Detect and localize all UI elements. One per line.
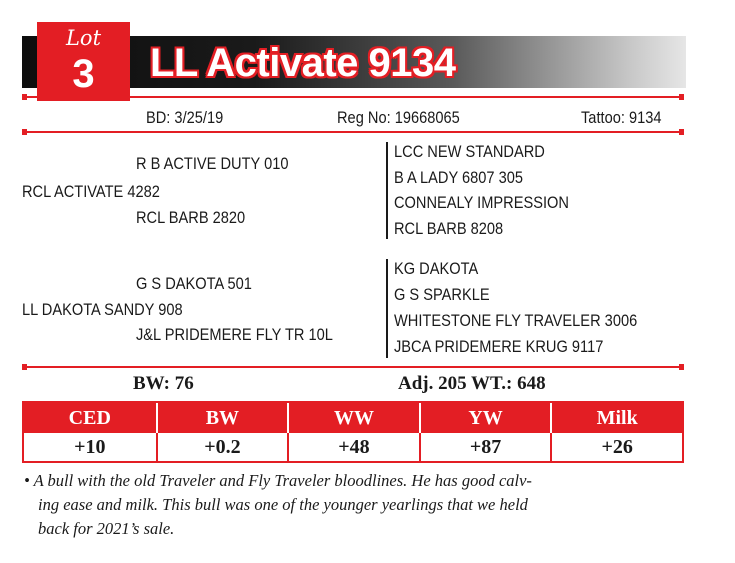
epd-value-bw: +0.2: [156, 433, 288, 463]
tattoo: Tattoo: 9134: [581, 108, 662, 127]
ancestor-8: JBCA PRIDEMERE KRUG 9117: [394, 337, 604, 356]
birth-weight: BW: 76: [133, 373, 194, 394]
lot-badge: [37, 22, 130, 101]
dam-dam: J&L PRIDEMERE FLY TR 10L: [136, 325, 333, 344]
epd-header-milk: Milk: [550, 403, 682, 433]
epd-header-ced: CED: [24, 403, 156, 433]
sire-sire: R B ACTIVE DUTY 010: [136, 154, 289, 173]
dam-name: LL DAKOTA SANDY 908: [22, 300, 183, 319]
birth-date: BD: 3/25/19: [146, 108, 224, 127]
stats-divider: [22, 366, 684, 368]
sire-name: RCL ACTIVATE 4282: [22, 182, 160, 201]
epd-value-ced: +10: [74, 436, 106, 458]
sire-bracket-line: [386, 142, 388, 239]
registration-number: Reg No: 19668065: [337, 108, 460, 127]
lot-label: Lot: [65, 26, 102, 50]
animal-name: LL Activate 9134: [150, 41, 456, 85]
comment-line-1: • A bull with the old Traveler and Fly Traveler bloodlines. He has good calv-: [24, 471, 532, 490]
info-divider: [22, 131, 684, 133]
ancestor-6: G S SPARKLE: [394, 285, 490, 304]
epd-value-milk: +26: [550, 433, 682, 463]
sale-comment: [24, 469, 664, 541]
epd-header-bw: BW: [156, 403, 288, 433]
sire-dam: RCL BARB 2820: [136, 208, 246, 227]
adjusted-weight: Adj. 205 WT.: 648: [398, 373, 546, 394]
ancestor-7: WHITESTONE FLY TRAVELER 3006: [394, 311, 638, 330]
ancestor-3: CONNEALY IMPRESSION: [394, 193, 569, 212]
epd-header-yw: YW: [419, 403, 551, 433]
ancestor-4: RCL BARB 8208: [394, 219, 504, 238]
lot-number: 3: [72, 52, 95, 96]
comment-line-3: back for 2021’s sale.: [38, 519, 175, 538]
epd-value-ww: +48: [287, 433, 419, 463]
dam-bracket-line: [386, 259, 388, 358]
epd-table: [22, 401, 684, 463]
ancestor-5: KG DAKOTA: [394, 259, 479, 278]
top-divider: [22, 96, 684, 98]
epd-value-yw: +87: [419, 433, 551, 463]
dam-sire: G S DAKOTA 501: [136, 274, 252, 293]
epd-header-ww: WW: [287, 403, 419, 433]
comment-line-2: ing ease and milk. This bull was one of the younger yearlings that we held: [38, 495, 528, 514]
ancestor-2: B A LADY 6807 305: [394, 168, 523, 187]
ancestor-1: LCC NEW STANDARD: [394, 142, 545, 161]
